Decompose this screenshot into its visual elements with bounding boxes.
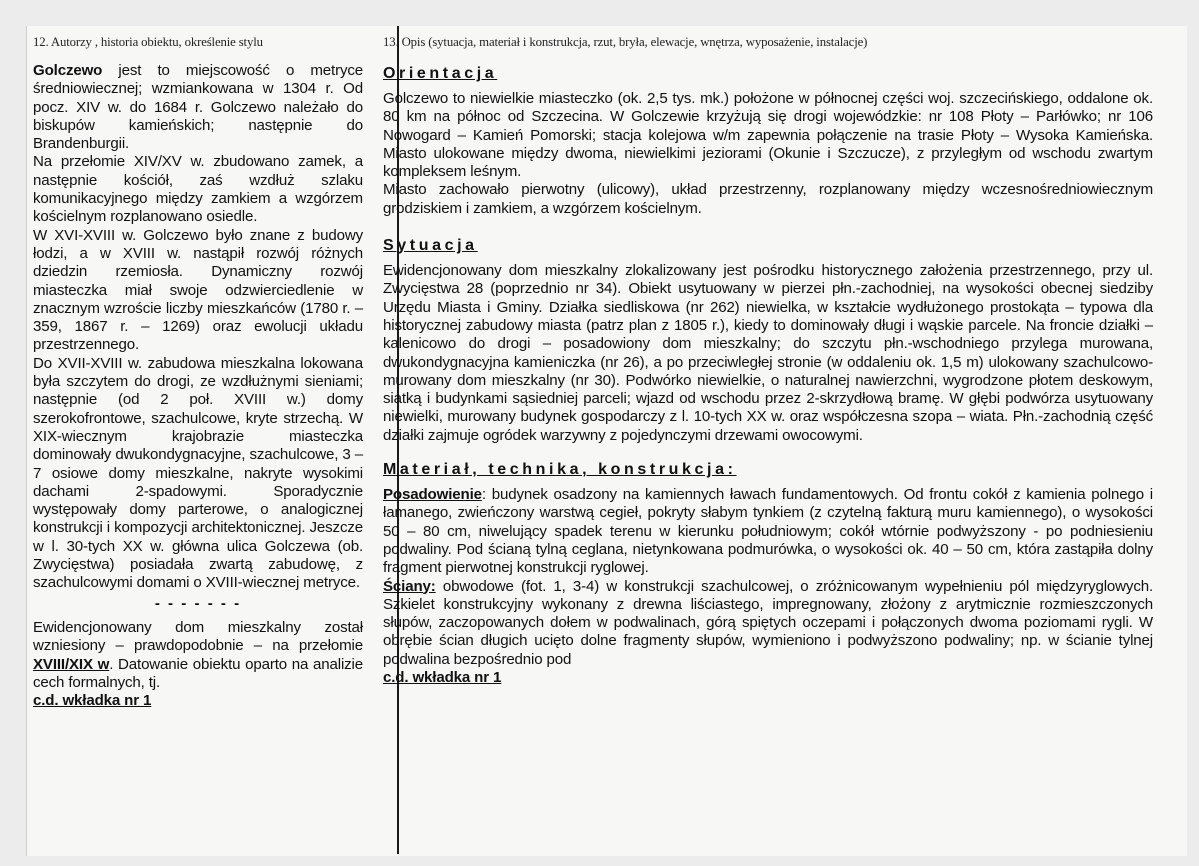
- posadowienie-text: : budynek osadzony na kamiennych ławach fundamentowych. Od frontu cokół z kamienia polnego i łamanego, zwieńczony warstwą cegieł, pokryty słabym tynkiem (z czytelną fakturą muru kamiennego), o wysokości 50 – 80 cm, niwelujący spadek terenu w kierunku południowym; cokół wtórnie podwyższony - po podniesieniu podwaliny. Pod ścianą tylną ceglana, nietynkowana podmurówka, o wysokości ok. 40 – 50 cm, która zastąpiła dolny fragment pierwotnej konstrukcji ryglowej.: [383, 486, 1153, 577]
- sytuacja-paragraph: Ewidencjonowany dom mieszkalny zlokalizowany jest pośrodku historycznego założenia przestrzennego, przy ul. Zwycięstwa 28 (poprzednio nr 34). Obiekt usytuowany w pierzei płn.-zachodniej, na wysokości obecnej siedziby Urzędu Miasta i Gminy. Działka siedliskowa (nr 262) niewielka, w kształcie wydłużonego prostokąta – typowa dla historycznej zabudowy miasta (patrz plan z 1805 r.), kiedy to dominowały długi i wąskie parcele. Na froncie działki – kalenicowo do drogi – posadowiony dom mieszkalny; do szczytu płn.-wschodniego przylega murowana, dwukondygnacyjna kamieniczka (nr 26), a po przeciwległej stronie (w oddaleniu ok. 1,5 m) ulokowany szachulcowo-murowany dom mieszkalny (nr 30). Podwórko niewielkie, o naturalnej nawierzchni, wygrodzone płotem deskowym, siatką i budynkami sąsiedniej parceli; wjazd od wschodu przez 2-skrzydłową bramę. W głębi podwórza usytuowany niewielki, murowany budynek gospodarczy z l. 10-tych XX w. oraz współczesna szopa – wiata. Płn.-zachodnią część działki zajmuje ogródek warzywny z pojedynczymi drzewami owocowymi.: [383, 262, 1153, 444]
- dating-text-2: . Datowanie obiektu oparto na analizie cech formalnych, tj.: [33, 655, 363, 691]
- sciany-label: Ściany:: [383, 577, 436, 595]
- continuation-reference-right: c.d. wkładka nr 1: [383, 669, 502, 687]
- spacer: [383, 218, 1153, 236]
- dating-text: Ewidencjonowany dom mieszkalny został wzniesiony – prawdopodobnie – na przełomie: [33, 618, 363, 655]
- posadowienie-paragraph: [383, 486, 1153, 577]
- description-column: [383, 34, 1153, 687]
- dating-paragraph: [33, 619, 363, 692]
- sciany-paragraph: [383, 578, 1153, 669]
- history-paragraph-1: [33, 62, 363, 153]
- place-name: Golczewo: [33, 62, 103, 79]
- document-sheet: [26, 26, 1187, 856]
- history-paragraph-2: Na przełomie XIV/XV w. zbudowano zamek, a następnie kościół, zaś wzdłuż szlaku komunikacyjnego między zamkiem a wzgórzem kościelnym rozplanowano osiedle.: [33, 153, 363, 226]
- sciany-text: obwodowe (fot. 1, 3-4) w konstrukcji szachulcowej, o zróżnicowanym wypełnieniu pól międzyryglowych. Szkielet konstrukcyjny wykonany z drewna liściastego, impregnowany, złożony z arytmicznie rozmieszczonych słupów, zaczopowanych dołem w podwalinach, górą spiętych oczepami i połączonych dwoma poziomami rygli. W obrębie ścian długich ucięto dolne fragmenty słupów, wymieniono i podwyższono podwaliny; np. w ścianie tylnej podwalina bezpośrednio pod: [383, 577, 1153, 668]
- section-separator: - - - - - - -: [154, 594, 242, 612]
- description-column-header: 13. Opis (sytuacja, materiał i konstrukcja, rzut, bryła, elewacje, wnętrza, wyposażenie, instalacje): [383, 35, 868, 49]
- posadowienie-label: Posadowienie: [383, 486, 482, 504]
- dating-century: XVIII/XIX w: [33, 655, 110, 673]
- material-heading: Materiał, technika, konstrukcja:: [383, 461, 737, 479]
- continuation-reference-left: c.d. wkładka nr 1: [33, 692, 152, 710]
- history-column-header: 12. Autorzy , historia obiektu, określenie stylu: [33, 35, 263, 49]
- sytuacja-heading: Sytuacja: [383, 237, 478, 255]
- history-paragraph-1-text: jest to miejscowość o metryce średniowiecznej; wzmiankowana w 1304 r. Od pocz. XIV w. do 1684 r. Golczewo należało do biskupów kamieńskich; następnie do Brandenburgii.: [33, 62, 363, 153]
- orientacja-paragraph-2: Miasto zachowało pierwotny (ulicowy), układ przestrzenny, rozplanowany między wczesnośredniowiecznym grodziskiem i zamkiem, a wzgórzem kościelnym.: [383, 181, 1153, 217]
- history-paragraph-4: Do XVII-XVIII w. zabudowa mieszkalna lokowana była szczytem do drogi, ze wzdłużnymi sieniami; następnie (od 2 poł. XVIII w.) domy szerokofrontowe, szachulcowe, kryte strzechą. W XIX-wiecznym krajobrazie miasteczka dominowały dwukondygnacyjne, szachulcowe, 3 – 7 osiowe domy mieszkalne, nakryte wysokimi dachami 2-spadowymi. Sporadycznie występowały domy parterowe, o analogicznej konstrukcji i kompozycji architektonicznej. Jeszcze w l. 30-tych XX w. główna ulica Golczewa (ob. Zwycięstwa) posiadała zwartą zabudowę, z szachulcowymi domami o XVIII-wiecznej metryce.: [33, 354, 363, 592]
- orientacja-heading: Orientacja: [383, 65, 498, 82]
- history-column: [33, 34, 363, 710]
- spacer: [383, 445, 1153, 460]
- orientacja-paragraph-1: Golczewo to niewielkie miasteczko (ok. 2,5 tys. mk.) położone w północnej części woj. szczecińskiego, oddalone ok. 80 km na północ od Szczecina. W Golczewie krzyżują się drogi wojewódzkie: nr 108 Płoty – Parłówko; nr 106 Nowogard – Kamień Pomorski; stacja kolejowa w/m zapewnia połączenie na trasie Płoty – Wysoka Kamieńska. Miasto ulokowane między dwoma, niewielkimi jeziorami (Okunie i Szczucze), z przyległym od wschodu zwartym kompleksem leśnym.: [383, 90, 1153, 181]
- history-paragraph-3: W XVI-XVIII w. Golczewo było znane z budowy łodzi, a w XVIII w. nastąpił rozwój różnych dziedzin rzemiosła. Dynamiczny rozwój miasteczka miał swoje odzwierciedlenie w znacznym wzroście liczby mieszkańców (1780 r. – 359, 1867 r. – 1269) oraz ewolucji układu przestrzennego.: [33, 226, 363, 354]
